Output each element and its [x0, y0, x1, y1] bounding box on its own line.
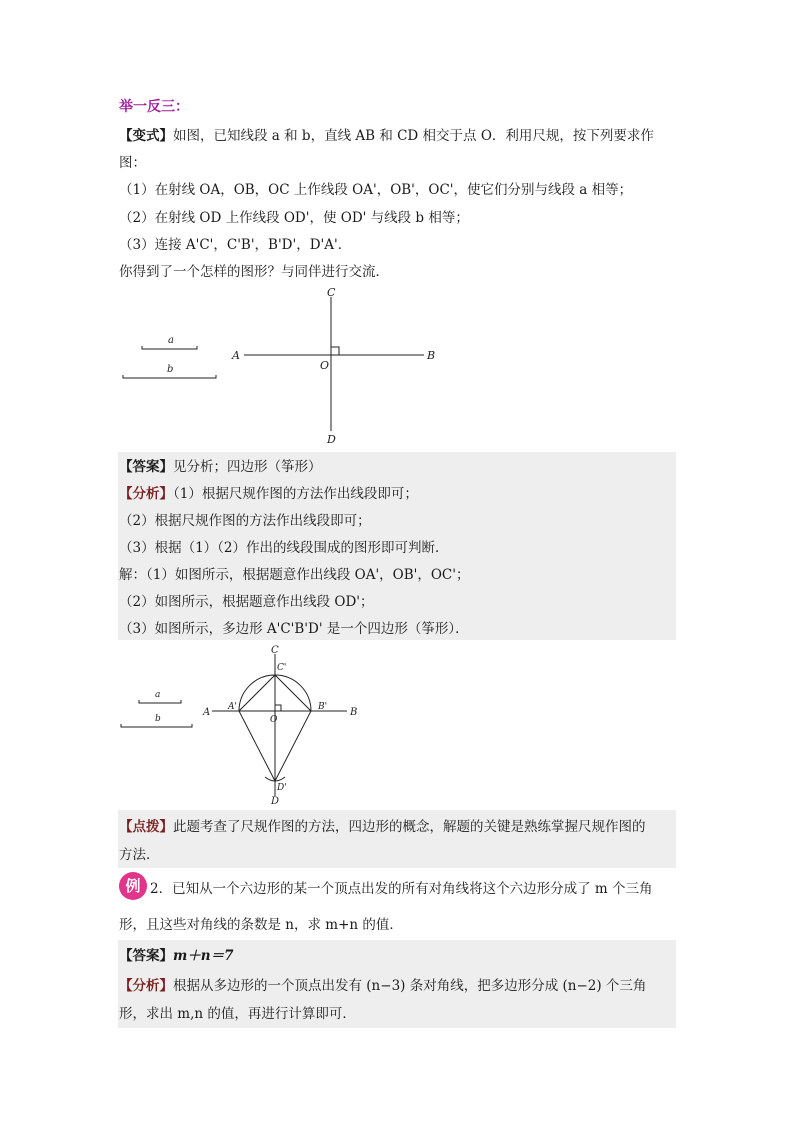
example-analysis-tag: 【分析】 [119, 978, 173, 994]
label-A-prime: A' [228, 702, 237, 712]
label-A: A [232, 349, 240, 362]
analysis-line-3: （3）根据（1）（2）作出的线段围成的图形即可判断． [119, 540, 449, 556]
right-angle-mark [331, 347, 339, 355]
solution-line-2: （2）如图所示，根据题意作出线段 OD'； [119, 594, 374, 610]
answer-tag: 【答案】 [119, 459, 173, 475]
label-D: D [271, 796, 280, 806]
analysis-tag: 【分析】 [119, 486, 173, 502]
label-a: a [168, 335, 174, 346]
analysis-line-2: （2）根据尺规作图的方法作出线段即可； [119, 513, 371, 529]
variant-tag: 【变式】 [119, 128, 173, 144]
tip-text-1: 此题考查了尺规作图的方法，四边形的概念，解题的关键是熟练掌握尺规作图的 [173, 819, 646, 835]
variant-intro-line1 [119, 124, 654, 144]
label-B-prime: B' [318, 702, 328, 712]
tip-tag: 【点拨】 [119, 819, 173, 835]
label-O: O [270, 715, 278, 725]
label-b: b [167, 364, 174, 375]
variant-step-3: （3）连接 A'C'，C'B'，B'D'，D'A'． [119, 237, 352, 253]
label-O: O [320, 359, 330, 372]
example-line-1: 2．已知从一个六边形的某一个顶点出发的所有对角线将这个六边形分成了 m 个三角 [150, 881, 653, 897]
label-A: A [203, 707, 211, 718]
solution-line-3: （3）如图所示，多边形 A'C'B'D' 是一个四边形（筝形）． [119, 621, 469, 637]
label-C: C [271, 645, 279, 656]
answer-line [119, 455, 322, 475]
label-B: B [350, 707, 358, 718]
example-answer-tag: 【答案】 [119, 948, 173, 964]
variant-intro-line2: 图： [119, 155, 146, 171]
example-analysis-line-1 [119, 974, 646, 994]
segment-b [123, 375, 216, 378]
example-answer-text: m＋n＝7 [173, 948, 234, 964]
label-C: C [327, 286, 336, 299]
tip-line-1 [119, 815, 646, 835]
analysis-text-1: （1）根据尺规作图的方法作出线段即可； [173, 486, 418, 502]
section-heading: 举一反三： [119, 99, 189, 115]
label-b: b [155, 714, 161, 724]
right-angle-mark [275, 705, 281, 711]
label-D-prime: D' [277, 783, 287, 793]
solution-line-1: 解：（1）如图所示，根据题意作出线段 OA'，OB'，OC'； [119, 567, 470, 583]
label-B: B [427, 349, 436, 362]
segment-a [139, 700, 181, 703]
variant-step-2: （2）在射线 OD 上作线段 OD'，使 OD' 与线段 b 相等； [119, 210, 469, 226]
label-C-prime: C' [277, 663, 287, 673]
variant-question: 你得到了一个怎样的图形？与同伴进行交流． [119, 264, 389, 280]
segment-b [121, 724, 192, 727]
figure-kite-construction [119, 644, 359, 806]
variant-step-1: （1）在射线 OA，OB，OC 上作线段 OA'，OB'，OC'，使它们分别与线段 a 相等； [119, 182, 633, 198]
segment-a [142, 346, 197, 349]
analysis-line-1 [119, 482, 418, 502]
example-analysis-line-2: 形，求出 m,n 的值，再进行计算即可． [119, 1006, 356, 1022]
label-D: D [327, 433, 336, 446]
example-badge: 例 [119, 872, 147, 900]
example-line-2: 形，且这些对角线的条数是 n，求 m+n 的值． [119, 917, 403, 933]
label-a: a [155, 690, 161, 700]
answer-text: 见分析；四边形（筝形） [173, 459, 322, 475]
example-analysis-text-1: 根据从多边形的一个顶点出发有 (n−3) 条对角线，把多边形分成 (n−2) 个三角 [173, 978, 647, 994]
example-answer-line [119, 944, 234, 964]
variant-intro-text: 如图，已知线段 a 和 b，直线 AB 和 CD 相交于点 O．利用尺规，按下列要求作 [173, 128, 654, 144]
tip-line-2: 方法． [119, 847, 160, 863]
figure-intersecting-lines [118, 283, 448, 448]
